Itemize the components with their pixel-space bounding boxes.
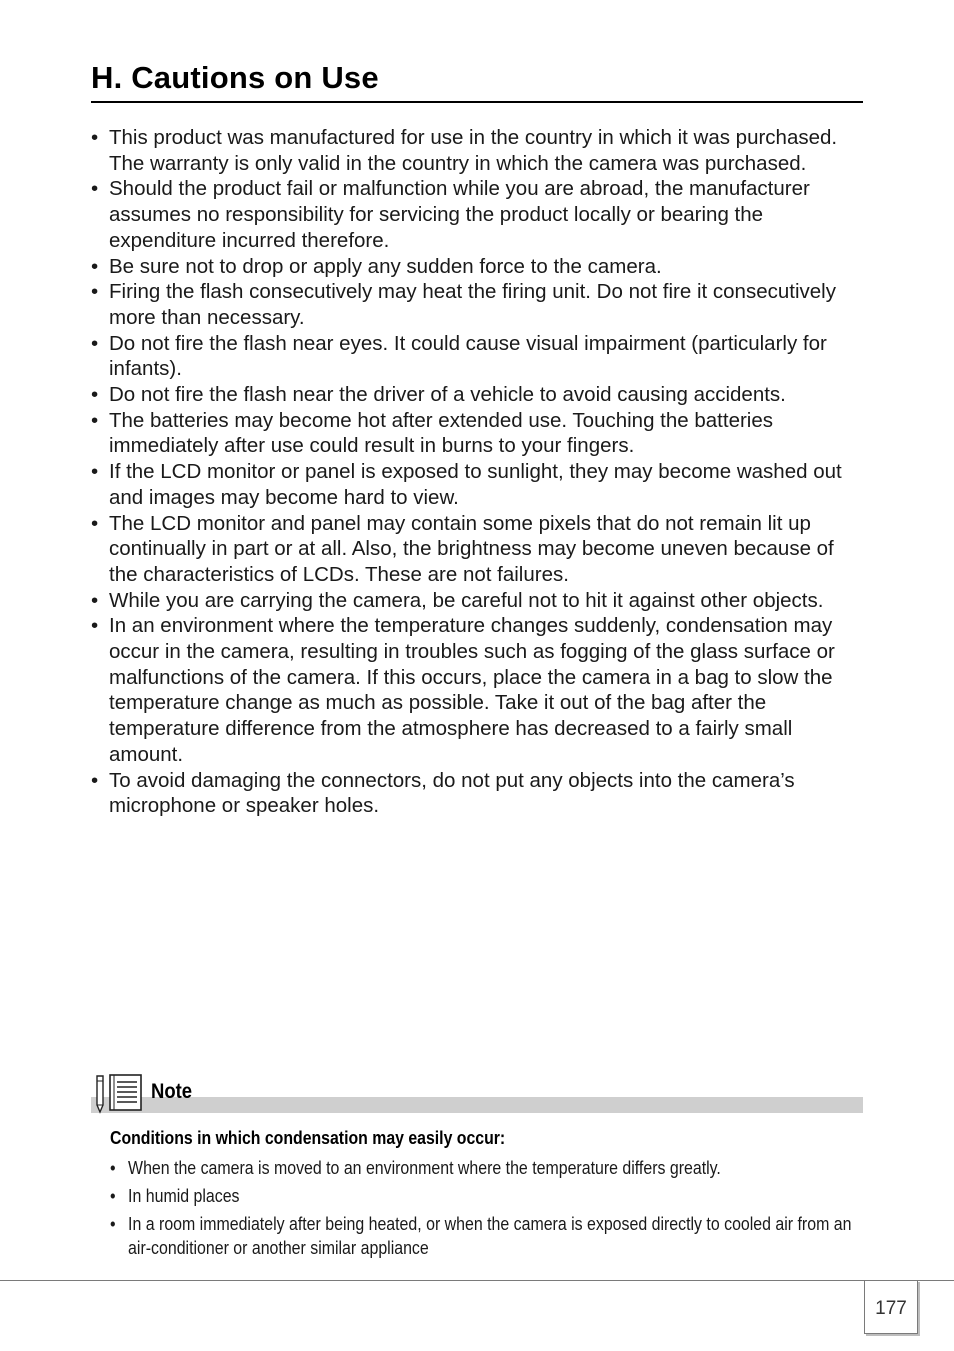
- bullet: •: [91, 331, 99, 355]
- caution-item: [91, 588, 863, 614]
- title-underline: [91, 101, 863, 103]
- caution-text: While you are carrying the camera, be careful not to hit it against other objects.: [109, 588, 824, 612]
- bullet: •: [91, 177, 99, 201]
- caution-text: In an environment where the temperature changes suddenly, condensation may occur in the camera, resulting in troubles such as fogging of the glass surface or malfunctions of the camera. If this occurs, place the camera in a bag to slow the temperature change as much as possible. Take it out of the bag after the temperature difference from the atmosphere has decreased to a fairly small amount.: [109, 614, 835, 766]
- note-label: Note: [151, 1080, 193, 1103]
- caution-item: [91, 382, 863, 408]
- caution-text: Firing the flash consecutively may heat the firing unit. Do not fire it consecutively more than necessary.: [109, 280, 836, 329]
- caution-text: The LCD monitor and panel may contain some pixels that do not remain lit up continually in part or at all. Also, the brightness may become uneven because of the characteristics of LCDs. These are not failures.: [109, 511, 834, 586]
- note-list: [110, 1156, 853, 1264]
- caution-item: [91, 408, 863, 459]
- caution-item: [91, 331, 863, 382]
- note-text: When the camera is moved to an environment where the temperature differs greatly.: [128, 1157, 721, 1178]
- caution-item: [91, 511, 863, 588]
- caution-text: The batteries may become hot after extended use. Touching the batteries immediately after use could result in burns to your fingers.: [109, 408, 773, 458]
- caution-text: Be sure not to drop or apply any sudden force to the camera.: [109, 254, 662, 278]
- bullet: •: [91, 254, 99, 278]
- caution-text: This product was manufactured for use in the country in which it was purchased. The warranty is only valid in the country in which the camera was purchased.: [109, 126, 838, 175]
- bullet: •: [91, 126, 99, 149]
- caution-item: [91, 176, 863, 253]
- page-number: 177: [864, 1280, 918, 1334]
- bullet: •: [110, 1157, 116, 1178]
- caution-text: If the LCD monitor or panel is exposed to sunlight, they may become washed out and images may become hard to view.: [109, 460, 842, 509]
- caution-text: To avoid damaging the connectors, do not put any objects into the camera’s microphone or speaker holes.: [109, 768, 795, 818]
- note-item: [110, 1212, 853, 1260]
- caution-text: Do not fire the flash near eyes. It could cause visual impairment (particularly for infants).: [109, 331, 827, 381]
- bullet: •: [91, 383, 99, 407]
- bullet: •: [91, 588, 99, 612]
- bullet: •: [91, 768, 99, 792]
- cautions-list: [91, 125, 863, 819]
- note-pad-icon: [94, 1072, 144, 1114]
- note-header-bar: [91, 1097, 863, 1113]
- bullet: •: [110, 1185, 116, 1206]
- caution-text: Do not fire the flash near the driver of a vehicle to avoid causing accidents.: [109, 383, 786, 407]
- caution-item: [91, 254, 863, 280]
- caution-item: [91, 459, 863, 510]
- footer-rule: [0, 1280, 954, 1281]
- caution-item: [91, 279, 863, 330]
- caution-item: [91, 613, 863, 767]
- note-heading: Conditions in which condensation may easily occur:: [110, 1128, 506, 1148]
- caution-item: [91, 125, 863, 176]
- bullet: •: [91, 280, 99, 304]
- caution-item: [91, 768, 863, 819]
- caution-text: Should the product fail or malfunction while you are abroad, the manufacturer assumes no responsibility for servicing the product locally or bearing the expenditure incurred therefore.: [109, 177, 810, 252]
- bullet: •: [91, 408, 99, 432]
- page-title: H. Cautions on Use: [91, 60, 379, 95]
- note-text: In a room immediately after being heated, or when the camera is exposed directly to cooled air from an air-conditioner or another similar appliance: [128, 1213, 852, 1258]
- note-item: [110, 1184, 853, 1208]
- note-item: [110, 1156, 853, 1180]
- note-text: In humid places: [128, 1185, 240, 1206]
- bullet: •: [110, 1213, 116, 1234]
- bullet: •: [91, 511, 99, 535]
- bullet: •: [91, 460, 99, 484]
- bullet: •: [91, 614, 99, 638]
